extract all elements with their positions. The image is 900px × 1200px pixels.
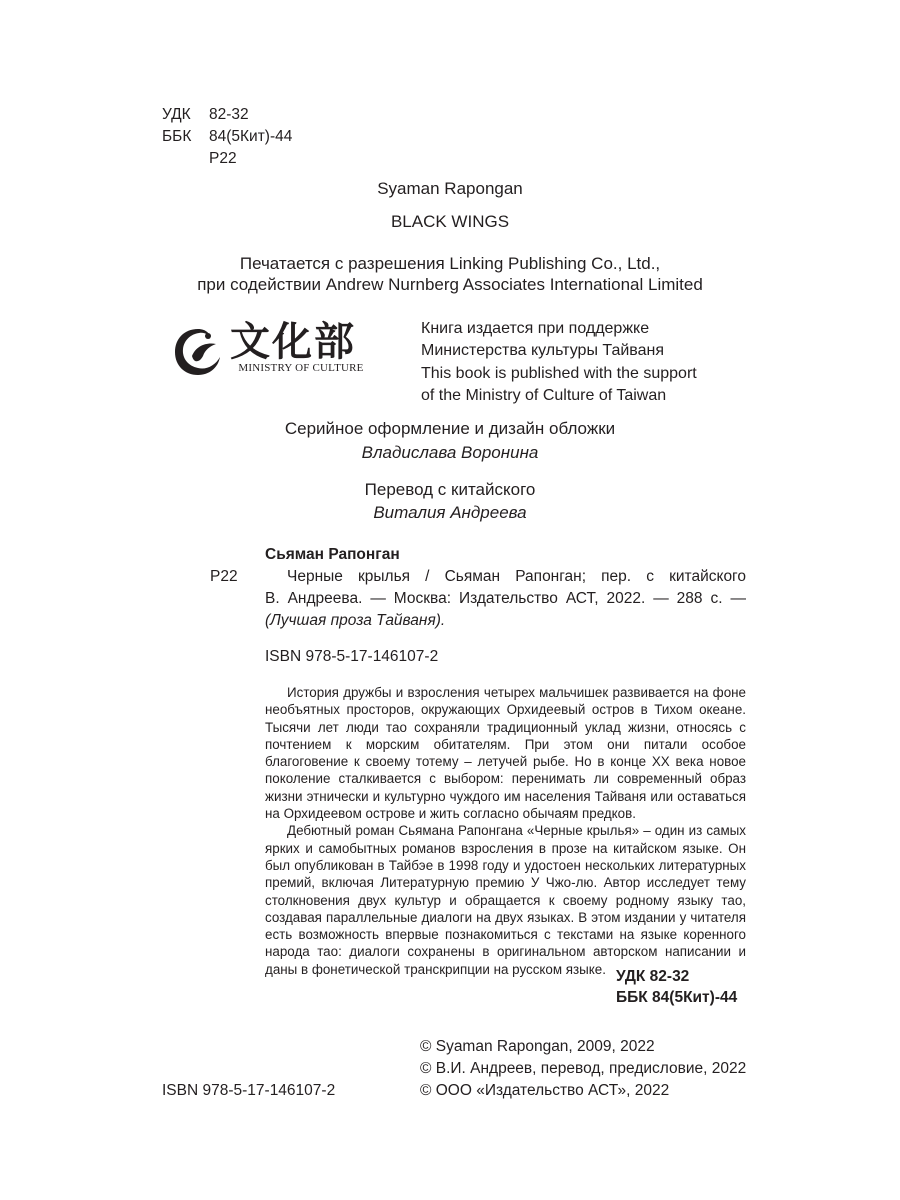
catalog-isbn: ISBN 978-5-17-146107-2 bbox=[265, 648, 439, 665]
ministry-support-ru bbox=[421, 318, 664, 362]
copyright-line-2: © В.И. Андреев, перевод, предисловие, 2022 bbox=[420, 1060, 747, 1077]
udk-line bbox=[162, 104, 292, 126]
translation-name: Виталия Андреева bbox=[373, 503, 527, 522]
design-name: Владислава Воронина bbox=[361, 443, 539, 462]
author-mark: Р22 bbox=[209, 150, 237, 167]
original-author: Syaman Rapongan bbox=[377, 179, 523, 198]
copyright-block bbox=[420, 1036, 746, 1102]
catalog-mark: Р22 bbox=[210, 568, 238, 585]
catalog-author-heading: Сьяман Рапонган bbox=[265, 546, 400, 563]
bbk-line bbox=[162, 126, 292, 148]
ministry-logo bbox=[172, 318, 402, 382]
footer-codes bbox=[616, 966, 737, 1008]
ministry-logo-label: MINISTRY OF CULTURE bbox=[238, 362, 364, 374]
annotation-paragraph-2: Дебютный роман Сьямана Рапонгана «Черные крылья» – один из самых ярких и самобытных романов взросления в прозе на китайском языке. Он был опубликован в Тайбэе в 1998 году и удостоен нескольких литературных премий, включая Литературную премию У Чжо-лю. Автор исследует тему столкновения двух культур и обращается к своему родному языку тао, создавая параллельные диалоги на двух языках. В этом издании у читателя есть возможность впервые познакомиться с текстами на языке коренного народа тао: диалоги сохранены в оригинальном авторском написании и даны в фонетической транскрипции на русском языке. bbox=[265, 823, 746, 977]
design-label: Серийное оформление и дизайн обложки bbox=[284, 419, 616, 438]
header-codes bbox=[162, 104, 292, 170]
support-ru-line-2: Министерства культуры Тайваня bbox=[421, 342, 665, 359]
catalog-series: (Лучшая проза Тайваня). bbox=[265, 612, 446, 629]
footer-bbk: ББК 84(5Кит)-44 bbox=[616, 989, 738, 1006]
udk-label: УДК bbox=[162, 106, 191, 123]
original-title: BLACK WINGS bbox=[390, 212, 510, 231]
copyright-line-1: © Syaman Rapongan, 2009, 2022 bbox=[420, 1038, 655, 1055]
catalog-description-line-2: В. Андреева. — Москва: Издательство АСТ, 2022. — 288 с. — bbox=[265, 590, 746, 607]
udk-value: 82-32 bbox=[209, 106, 249, 123]
translation-label: Перевод с китайского bbox=[364, 480, 536, 499]
permission-line-1: Печатается с разрешения Linking Publishing Co., Ltd., bbox=[239, 254, 661, 273]
footer-udk: УДК 82-32 bbox=[616, 968, 690, 985]
ministry-support-en bbox=[421, 363, 697, 407]
support-en-line-1: This book is published with the support bbox=[421, 365, 697, 382]
support-en-line-2: of the Ministry of Culture of Taiwan bbox=[421, 387, 667, 404]
catalog-description bbox=[265, 566, 746, 632]
author-mark-line bbox=[162, 148, 292, 170]
bottom-isbn: ISBN 978-5-17-146107-2 bbox=[162, 1082, 336, 1099]
permission-line-2: при содействии Andrew Nurnberg Associates International Limited bbox=[197, 275, 703, 294]
copyright-line-3: © ООО «Издательство АСТ», 2022 bbox=[420, 1082, 670, 1099]
support-ru-line-1: Книга издается при поддержке bbox=[421, 320, 650, 337]
ministry-cjk-name: 文化部 bbox=[230, 318, 356, 365]
bbk-value: 84(5Кит)-44 bbox=[209, 128, 293, 145]
bbk-label: ББК bbox=[162, 128, 192, 145]
catalog-description-line-1: Черные крылья / Сьяман Рапонган; пер. с китайского bbox=[287, 568, 746, 585]
annotation bbox=[265, 684, 746, 978]
annotation-paragraph-1: История дружбы и взросления четырех мальчишек развивается на фоне необъятных просторов, окружающих Орхидеевый остров в Тихом океане. Тысячи лет люди тао сохраняли традиционный уклад жизни, относясь с почтением к морским обитателям. При этом они питали особое благоговение к своему тотему – летучей рыбе. Но в конце XX века новое поколение сталкивается с выбором: перенимать ли современный образ жизни этнически и культурно чуждого им населения Тайваня или оставаться на Орхидеевом острове и жить согласно обычаям предков. bbox=[265, 685, 746, 822]
